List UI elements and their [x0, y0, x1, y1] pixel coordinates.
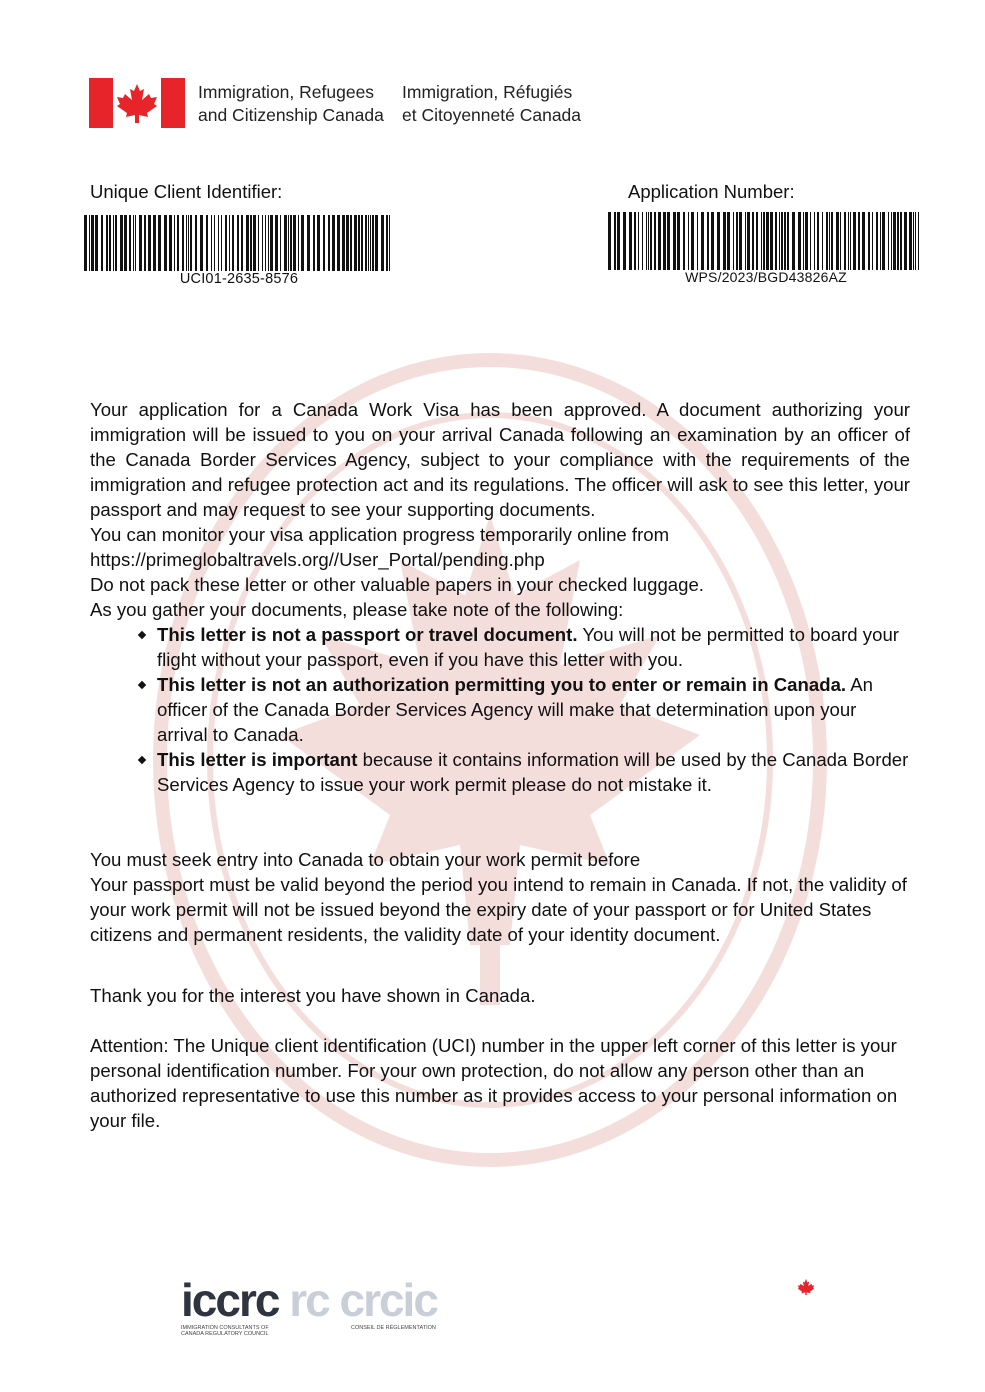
barcode-bar — [288, 215, 289, 271]
barcode-bar — [358, 215, 360, 271]
barcode-bar — [893, 212, 896, 270]
barcode-bar — [106, 215, 108, 271]
barcode-bar — [638, 212, 639, 270]
maple-leaf-icon — [797, 1278, 815, 1296]
barcode-bar — [313, 215, 315, 271]
barcode-bar — [237, 215, 239, 271]
uci-number: UCI01-2635-8576 — [179, 271, 299, 287]
barcode-bar — [284, 215, 287, 271]
barcode-bar — [915, 212, 916, 270]
barcode-bar — [614, 212, 616, 270]
barcode-bar — [608, 212, 611, 270]
barcode-bar — [697, 212, 698, 270]
barcode-bar — [214, 215, 215, 271]
uci-label: Unique Client Identifier: — [90, 181, 283, 202]
bullet-bold: This letter is not a passport or travel document. — [157, 624, 578, 645]
iccrc-small-fr: CONSEIL DE RÉGLEMENTATION — [351, 1325, 436, 1331]
barcode-bar — [831, 212, 833, 270]
barcode-bar — [317, 215, 320, 271]
iccrc-logo-text: iccrc — [181, 1274, 279, 1326]
barcode-bar — [246, 215, 249, 271]
barcode-bar — [188, 215, 189, 271]
barcode-bar — [200, 215, 203, 271]
application-barcode-block — [608, 212, 924, 285]
barcode-bar — [677, 212, 680, 270]
barcode-bar — [853, 212, 856, 270]
dept-en-line2: and Citizenship Canada — [198, 105, 384, 125]
application-number-label: Application Number: — [628, 181, 795, 202]
barcode-bar — [389, 215, 390, 271]
list-item — [157, 672, 910, 747]
barcode-bar — [803, 212, 804, 270]
bullet-bold: This letter is important — [157, 749, 358, 770]
barcode-bar — [868, 212, 870, 270]
barcode-bar — [667, 212, 670, 270]
barcode-bar — [897, 212, 899, 270]
barcode-bar — [810, 212, 811, 270]
barcode-bar — [375, 215, 378, 271]
dept-en-line1: Immigration, Refugees — [198, 82, 375, 102]
barcode-bar — [372, 215, 374, 271]
list-item — [157, 622, 910, 672]
barcode-bar — [634, 212, 636, 270]
canada-flag-icon — [89, 78, 185, 128]
barcode-bar — [120, 215, 123, 271]
barcode-bar — [775, 212, 777, 270]
barcode-bar — [250, 215, 252, 271]
barcode-bar — [218, 215, 219, 271]
barcode-bar — [872, 212, 873, 270]
barcode-bar — [701, 212, 704, 270]
bullet-icon — [138, 681, 146, 689]
barcode-bar — [370, 215, 371, 271]
iccrc-logo-faded: rc crcic — [289, 1274, 437, 1326]
barcode-bar — [270, 215, 273, 271]
barcode-bar — [101, 215, 103, 271]
barcode-bar — [337, 215, 340, 271]
monitor-line: You can monitor your visa application progress temporarily online from — [90, 524, 670, 545]
uci-barcode-block — [84, 215, 394, 287]
barcode-bar — [144, 215, 146, 271]
barcode-bar — [350, 215, 352, 271]
barcode-bar — [848, 212, 849, 270]
barcode-bar — [361, 215, 363, 271]
iccrc-logo — [181, 1274, 437, 1337]
barcode-bar — [787, 212, 789, 270]
barcode-bar — [290, 215, 292, 271]
barcode-bar — [91, 215, 94, 271]
application-barcode — [608, 212, 924, 270]
barcode-bar — [739, 212, 742, 270]
barcode-bar — [646, 212, 647, 270]
barcode-bar — [882, 212, 885, 270]
barcode-bar — [817, 212, 819, 270]
application-number: WPS/2023/BGD43826AZ — [685, 269, 847, 285]
barcode-bar — [280, 215, 281, 271]
barcode-bar — [784, 212, 786, 270]
barcode-bar — [654, 212, 656, 270]
barcode-bar — [323, 215, 325, 271]
barcode-bar — [386, 215, 388, 271]
bullet-text: An officer of the Canada Border Services Agency will make that determination upon your arrival to Canada. — [157, 674, 873, 745]
barcode-bar — [346, 215, 349, 271]
barcode-bar — [822, 212, 823, 270]
barcode-bar — [153, 215, 156, 271]
barcode-bar — [663, 212, 666, 270]
barcode-bar — [221, 215, 222, 271]
barcode-bar — [148, 215, 151, 271]
barcode-bar — [301, 215, 304, 271]
bullet-icon — [138, 631, 146, 639]
barcode-bar — [253, 215, 256, 271]
barcode-bar — [354, 215, 357, 271]
barcode-bar — [186, 215, 187, 271]
barcode-bar — [381, 215, 384, 271]
barcode-bar — [862, 212, 865, 270]
barcode-bar — [683, 212, 685, 270]
barcode-bar — [89, 215, 90, 271]
barcode-bar — [298, 215, 299, 271]
bullet-icon — [138, 756, 146, 764]
barcode-bar — [328, 215, 330, 271]
barcode-bar — [258, 215, 259, 271]
barcode-bar — [781, 212, 783, 270]
passport-paragraph: Your passport must be valid beyond the period you intend to remain in Canada. If not, the validity of your work permit will not be issued beyond the expiry date of your passport or for United States citizens and permanent residents, the validity date of your identity document. — [90, 874, 907, 945]
barcode-bar — [836, 212, 839, 270]
barcode-bar — [909, 212, 912, 270]
barcode-bar — [805, 212, 808, 270]
barcode-bar — [241, 215, 243, 271]
dept-fr-line2: et Citoyenneté Canada — [402, 105, 582, 125]
barcode-bar — [792, 212, 795, 270]
barcode-bar — [888, 212, 889, 270]
barcode-bar — [229, 215, 230, 271]
barcode-bar — [763, 212, 765, 270]
barcode-bar — [850, 212, 851, 270]
barcode-bar — [840, 212, 841, 270]
barcode-bar — [858, 212, 860, 270]
thanks-line: Thank you for the interest you have shown in Canada. — [90, 985, 536, 1006]
barcode-bar — [913, 212, 914, 270]
barcode-bar — [688, 212, 689, 270]
gather-line: As you gather your documents, please take note of the following: — [90, 599, 624, 620]
barcode-bar — [84, 215, 87, 271]
portal-url: https://primeglobaltravels.org//User_Portal/pending.php — [90, 549, 545, 570]
barcode-bar — [365, 215, 367, 271]
barcode-bar — [617, 212, 620, 270]
approval-paragraph: Your application for a Canada Work Visa has been approved. A document authorizing your immigration will be issued to you on your arrival Canada following an examination by an officer of the Canada Border Services Agency, subject to your compliance with the requirements of the immigration and refugee protection act and its regulations. The officer will ask to see this letter, your passport and may request to see your supporting documents. — [90, 399, 910, 520]
barcode-bar — [770, 212, 773, 270]
barcode-bar — [747, 212, 750, 270]
barcode-bar — [115, 215, 117, 271]
barcode-bar — [265, 215, 266, 271]
barcode-bar — [139, 215, 142, 271]
barcode-bar — [829, 212, 830, 270]
barcode-bar — [113, 215, 114, 271]
department-signature — [198, 81, 581, 127]
barcode-bar — [135, 215, 136, 271]
seek-entry-line: You must seek entry into Canada to obtain your work permit before — [90, 849, 641, 870]
barcode-bar — [798, 212, 801, 270]
barcode-bar — [673, 212, 676, 270]
barcode-bar — [691, 212, 694, 270]
barcode-bar — [904, 212, 907, 270]
barcode-bar — [756, 212, 758, 270]
barcode-bar — [623, 212, 626, 270]
barcode-bar — [711, 212, 714, 270]
barcode-bar — [342, 215, 345, 271]
iccrc-small-en: IMMIGRATION CONSULTANTS OF CANADA REGULATORY COUNCIL — [181, 1325, 269, 1337]
uci-barcode — [84, 215, 394, 271]
barcode-bar — [779, 212, 780, 270]
barcode-bar — [232, 215, 234, 271]
barcode-bar — [727, 212, 730, 270]
barcode-bar — [761, 212, 762, 270]
barcode-bar — [169, 215, 172, 271]
barcode-bar — [876, 212, 878, 270]
barcode-bar — [900, 212, 902, 270]
barcode-bar — [211, 215, 212, 271]
barcode-bar — [177, 215, 179, 271]
barcode-bar — [814, 212, 815, 270]
list-item — [157, 747, 910, 797]
barcode-bar — [733, 212, 734, 270]
barcode-bar — [133, 215, 134, 271]
barcode-bar — [707, 212, 709, 270]
barcode-bar — [752, 212, 754, 270]
barcode-bar — [164, 215, 167, 271]
pack-line: Do not pack these letter or other valuable papers in your checked luggage. — [90, 574, 704, 595]
barcode-bar — [642, 212, 643, 270]
barcode-bar — [307, 215, 310, 271]
barcode-bar — [629, 212, 632, 270]
barcode-bar — [109, 215, 111, 271]
dept-fr-line1: Immigration, Réfugiés — [402, 82, 573, 102]
bullet-text: because it contains information will be used by the Canada Border Services Agency to issue your work permit please do not mistake it. — [157, 749, 909, 795]
bullet-text: You will not be permitted to board your flight without your passport, even if you have this letter with you. — [157, 624, 899, 670]
barcode-bar — [844, 212, 846, 270]
barcode-bar — [723, 212, 726, 270]
barcode-bar — [129, 215, 131, 271]
barcode-bar — [124, 215, 127, 271]
barcode-bar — [268, 215, 269, 271]
barcode-bar — [745, 212, 746, 270]
barcode-bar — [95, 215, 98, 271]
barcode-bar — [648, 212, 649, 270]
barcode-bar — [225, 215, 227, 271]
barcode-bar — [736, 212, 738, 270]
barcode-bar — [658, 212, 661, 270]
barcode-bar — [174, 215, 175, 271]
barcode-bar — [918, 212, 919, 270]
barcode-bar — [891, 212, 892, 270]
attention-paragraph: Attention: The Unique client identification (UCI) number in the upper left corner of this letter is your personal identification number. For your own protection, do not allow any person other than an authorized representative to use this number as it provides access to your personal information on your file. — [90, 1035, 898, 1131]
barcode-bar — [195, 215, 197, 271]
barcode-bar — [650, 212, 652, 270]
barcode-bar — [275, 215, 278, 271]
barcode-bar — [880, 212, 881, 270]
barcode-bar — [717, 212, 720, 270]
notes-list — [90, 622, 910, 797]
barcode-bar — [368, 215, 369, 271]
barcode-bar — [190, 215, 192, 271]
barcode-bar — [332, 215, 335, 271]
barcode-bar — [158, 215, 161, 271]
bullet-bold: This letter is not an authorization permitting you to enter or remain in Canada. — [157, 674, 847, 695]
barcode-bar — [206, 215, 208, 271]
barcode-bar — [766, 212, 769, 270]
barcode-bar — [182, 215, 184, 271]
barcode-bar — [293, 215, 296, 271]
barcode-bar — [262, 215, 263, 271]
barcode-bar — [826, 212, 828, 270]
letter-body — [90, 397, 910, 1133]
